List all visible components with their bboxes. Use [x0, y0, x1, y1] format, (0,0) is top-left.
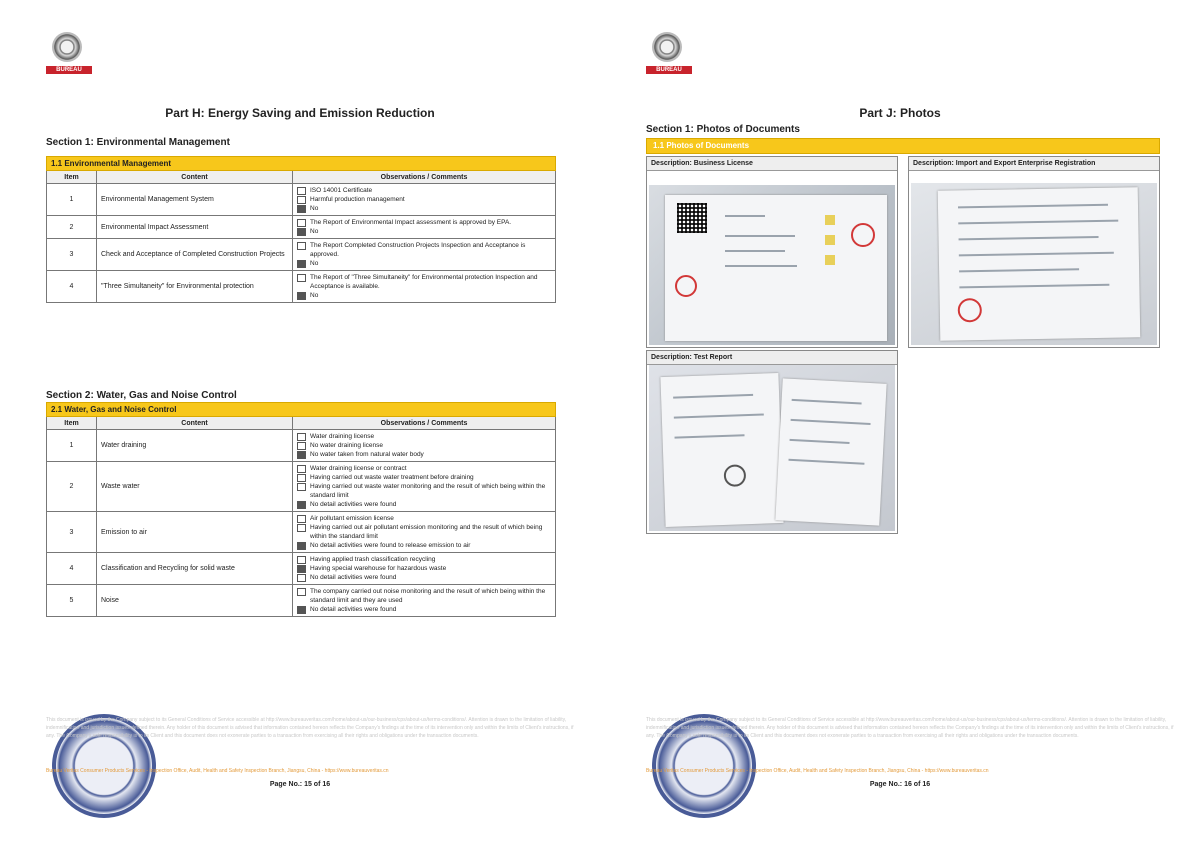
- item-number: 2: [47, 216, 97, 239]
- unchecked-box-icon[interactable]: [297, 524, 306, 532]
- page-number: Page No.: 15 of 16: [269, 781, 331, 788]
- option-label: Having carried out air pollutant emission monitoring and the result of which being within the standard limit: [310, 524, 543, 540]
- option-label: The company carried out noise monitoring and the result of which being within the standard limit and they are used: [310, 588, 546, 604]
- observations-cell: [293, 512, 556, 553]
- checkbox-option: [297, 500, 551, 509]
- option-label: No detail activities were found: [310, 501, 397, 508]
- checked-box-icon[interactable]: [297, 565, 306, 573]
- column-header: Content: [97, 417, 293, 430]
- option-label: No detail activities were found to release emission to air: [310, 542, 471, 549]
- section-title: Section 1: Photos of Documents: [646, 124, 800, 135]
- checkbox-option: [297, 441, 551, 450]
- water-gas-noise-table: [46, 402, 556, 617]
- logo-seal-icon: [652, 32, 682, 62]
- test-report-page-image: [775, 378, 886, 525]
- observations-cell: [293, 184, 556, 216]
- item-content: Noise: [97, 585, 293, 617]
- table-row: [47, 184, 556, 216]
- photo-caption: Description: Test Report: [647, 351, 897, 365]
- checkbox-option: [297, 541, 551, 550]
- table-row: [47, 430, 556, 462]
- import-export-registration-photo[interactable]: [911, 183, 1157, 345]
- unchecked-box-icon[interactable]: [297, 196, 306, 204]
- item-number: 3: [47, 512, 97, 553]
- unchecked-box-icon[interactable]: [297, 242, 306, 250]
- option-label: Water draining license: [310, 433, 375, 440]
- observations-cell: [293, 216, 556, 239]
- item-number: 3: [47, 239, 97, 271]
- item-content: Emission to air: [97, 512, 293, 553]
- option-label: Water draining license or contract: [310, 465, 407, 472]
- checked-box-icon[interactable]: [297, 260, 306, 268]
- checkbox-option: [297, 259, 551, 268]
- qr-code-icon: [677, 203, 707, 233]
- checkbox-option: [297, 473, 551, 482]
- option-label: Having applied trash classification recycling: [310, 556, 436, 563]
- option-label: ISO 14001 Certificate: [310, 187, 373, 194]
- legal-disclaimer: This document is issued by the Company subject to its General Conditions of Service accessible at http://www.bureauveritas.com/home/about-us/our-business/cps/about-us/terms-conditions/. Attention is drawn to the limitation of liability, indemnification and jurisdiction issues defined therein. Any holder of this document is advised that information contained hereon reflects the Company's findings at the time of its intervention only and within the limits of Client's instructions, if any. The Company's sole responsibility is to its Client and this document does not exonerate parties to a transaction from exercising all their rights and obligations under the transaction documents.: [646, 717, 1174, 739]
- checkbox-option: [297, 587, 551, 605]
- observations-cell: [293, 462, 556, 512]
- checked-box-icon[interactable]: [297, 205, 306, 213]
- checkbox-option: [297, 555, 551, 564]
- unchecked-box-icon[interactable]: [297, 465, 306, 473]
- item-number: 1: [47, 184, 97, 216]
- observations-cell: [293, 271, 556, 303]
- company-logo: [46, 32, 92, 74]
- option-label: The Report of "Three Simultaneity" for Environmental protection Inspection and Acceptance is available.: [310, 274, 538, 290]
- checkbox-option: [297, 573, 551, 582]
- table-band-title: 1.1 Environmental Management: [47, 157, 556, 171]
- table-row: [47, 239, 556, 271]
- unchecked-box-icon[interactable]: [297, 556, 306, 564]
- logo-wordmark: BUREAU: [46, 66, 92, 74]
- checkbox-option: [297, 482, 551, 500]
- checkbox-option: [297, 273, 551, 291]
- item-content: Water draining: [97, 430, 293, 462]
- option-label: No: [310, 260, 319, 267]
- item-content: Check and Acceptance of Completed Construction Projects: [97, 239, 293, 271]
- test-report-photo-block: [646, 350, 898, 534]
- table-row: [47, 462, 556, 512]
- item-content: "Three Simultaneity" for Environmental protection: [97, 271, 293, 303]
- page-number: Page No.: 16 of 16: [869, 781, 931, 788]
- unchecked-box-icon[interactable]: [297, 515, 306, 523]
- checkbox-option: [297, 186, 551, 195]
- option-label: Having carried out waste water monitoring and the result of which being within the standard limit: [310, 483, 546, 499]
- item-content: Environmental Impact Assessment: [97, 216, 293, 239]
- checkbox-option: [297, 204, 551, 213]
- item-content: Environmental Management System: [97, 184, 293, 216]
- checked-box-icon[interactable]: [297, 451, 306, 459]
- logo-wordmark: BUREAU: [646, 66, 692, 74]
- checkbox-option: [297, 241, 551, 259]
- part-title: Part H: Energy Saving and Emission Reduction: [165, 106, 435, 120]
- checkbox-option: [297, 450, 551, 459]
- checkbox-option: [297, 464, 551, 473]
- logo-seal-icon: [52, 32, 82, 62]
- unchecked-box-icon[interactable]: [297, 219, 306, 227]
- option-label: Having carried out waste water treatment before draining: [310, 474, 474, 481]
- option-label: No water taken from natural water body: [310, 451, 424, 458]
- legal-disclaimer: This document is issued by the Company subject to its General Conditions of Service accessible at http://www.bureauveritas.com/home/about-us/our-business/cps/about-us/terms-conditions/. Attention is drawn to the limitation of liability, indemnification and jurisdiction issues defined therein. Any holder of this document is advised that information contained hereon reflects the Company's findings at the time of its intervention only and within the limits of Client's instructions, if any. The Company's sole responsibility is to its Client and this document does not exonerate parties to a transaction from exercising all their rights and obligations under the transaction documents.: [46, 717, 574, 739]
- table-row: [47, 585, 556, 617]
- checkbox-option: [297, 432, 551, 441]
- observations-cell: [293, 553, 556, 585]
- table-row: [47, 512, 556, 553]
- checkbox-option: [297, 218, 551, 227]
- option-label: No detail activities were found: [310, 606, 397, 613]
- unchecked-box-icon[interactable]: [297, 588, 306, 596]
- test-report-page-image: [660, 373, 783, 527]
- observations-cell: [293, 585, 556, 617]
- checkbox-option: [297, 523, 551, 541]
- option-label: No water draining license: [310, 442, 383, 449]
- column-header: Observations / Comments: [293, 171, 556, 184]
- item-number: 4: [47, 271, 97, 303]
- option-label: The Report of Environmental Impact assessment is approved by EPA.: [310, 219, 512, 226]
- option-label: Harmful production management: [310, 196, 405, 203]
- checked-box-icon[interactable]: [297, 542, 306, 550]
- table-row: [47, 271, 556, 303]
- item-number: 5: [47, 585, 97, 617]
- round-stamp-icon: [724, 464, 747, 487]
- red-seal-icon: [675, 275, 697, 297]
- checkbox-option: [297, 227, 551, 236]
- unchecked-box-icon[interactable]: [297, 474, 306, 482]
- column-header: Content: [97, 171, 293, 184]
- item-number: 1: [47, 430, 97, 462]
- option-label: No detail activities were found: [310, 574, 397, 581]
- photo-caption: Description: Business License: [647, 157, 897, 171]
- environmental-management-table: [46, 156, 556, 303]
- item-number: 4: [47, 553, 97, 585]
- import-export-registration-photo-block: [908, 156, 1160, 348]
- section-title: Section 1: Environmental Management: [46, 137, 230, 148]
- checkbox-option: [297, 605, 551, 614]
- table-row: [47, 216, 556, 239]
- checked-box-icon[interactable]: [297, 292, 306, 300]
- observations-cell: [293, 239, 556, 271]
- unchecked-box-icon[interactable]: [297, 187, 306, 195]
- option-label: No: [310, 228, 319, 235]
- photos-band-title: 1.1 Photos of Documents: [646, 138, 1160, 154]
- unchecked-box-icon[interactable]: [297, 433, 306, 441]
- checkbox-option: [297, 564, 551, 573]
- footer-address: Bureau Veritas Consumer Products Services - Inspection Office, Audit, Health and Safety Inspection Branch, Jiangsu, China - https://www.bureauveritas.cn: [46, 768, 389, 774]
- table-row: [47, 553, 556, 585]
- observations-cell: [293, 430, 556, 462]
- item-content: Waste water: [97, 462, 293, 512]
- business-license-photo-block: [646, 156, 898, 348]
- option-label: Air pollutant emission license: [310, 515, 394, 522]
- unchecked-box-icon[interactable]: [297, 442, 306, 450]
- checked-box-icon[interactable]: [297, 228, 306, 236]
- column-header: Observations / Comments: [293, 417, 556, 430]
- item-number: 2: [47, 462, 97, 512]
- photo-caption: Description: Import and Export Enterprise Registration: [909, 157, 1159, 171]
- test-report-photo[interactable]: [649, 365, 895, 531]
- table-band-title: 2.1 Water, Gas and Noise Control: [47, 403, 556, 417]
- option-label: No: [310, 205, 319, 212]
- unchecked-box-icon[interactable]: [297, 574, 306, 582]
- checkbox-option: [297, 291, 551, 300]
- option-label: Having special warehouse for hazardous waste: [310, 565, 447, 572]
- company-logo: [646, 32, 692, 74]
- unchecked-box-icon[interactable]: [297, 483, 306, 491]
- registration-document-image: [938, 187, 1141, 340]
- column-header: Item: [47, 171, 97, 184]
- checkbox-option: [297, 195, 551, 204]
- business-license-photo[interactable]: [649, 185, 895, 345]
- red-seal-icon: [958, 298, 982, 322]
- column-header: Item: [47, 417, 97, 430]
- checked-box-icon[interactable]: [297, 606, 306, 614]
- checked-box-icon[interactable]: [297, 501, 306, 509]
- option-label: No: [310, 292, 319, 299]
- part-title: Part J: Photos: [859, 106, 941, 120]
- footer-address: Bureau Veritas Consumer Products Services - Inspection Office, Audit, Health and Safety Inspection Branch, Jiangsu, China - https://www.bureauveritas.cn: [646, 768, 989, 774]
- license-document-image: [665, 195, 887, 341]
- red-seal-icon: [851, 223, 875, 247]
- item-content: Classification and Recycling for solid waste: [97, 553, 293, 585]
- unchecked-box-icon[interactable]: [297, 274, 306, 282]
- option-label: The Report Completed Construction Projects Inspection and Acceptance is approved.: [310, 242, 526, 258]
- section-title: Section 2: Water, Gas and Noise Control: [46, 390, 237, 401]
- checkbox-option: [297, 514, 551, 523]
